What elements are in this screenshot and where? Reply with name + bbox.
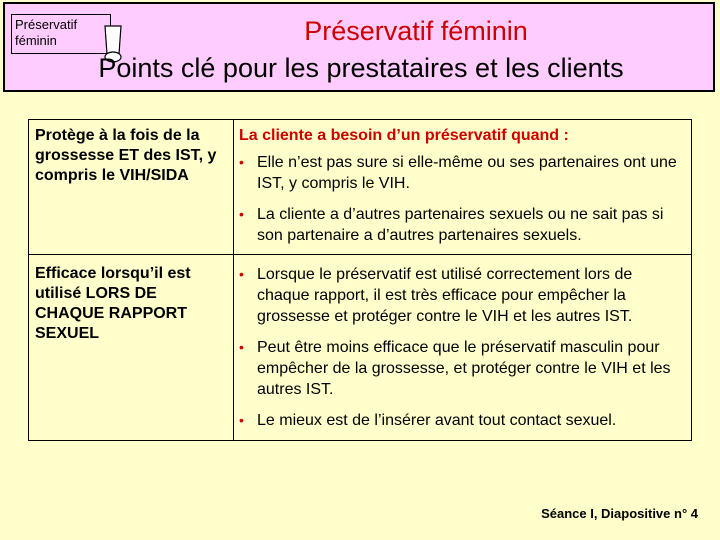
list-item [239,152,685,194]
list-item [239,337,685,400]
list-item [239,264,685,327]
topic-tag-line1: Préservatif [15,17,78,32]
row-divider [29,254,691,255]
list-item [239,204,685,246]
list-item-text: Lorsque le préservatif est utilisé correctement lors de chaque rapport, il est très efficace pour empêcher la grossesse et protéger contre le VIH et les autres IST. [257,266,633,325]
page-subtitle: Points clé pour les prestataires et les clients [98,53,624,83]
list-item-text: Elle n’est pas sure si elle-même ou ses partenaires ont une IST, y compris le VIH. [257,154,677,192]
list-item-text: Peut être moins efficace que le préservatif masculin pour empêcher de la grossesse, et protéger contre le VIH et les autres IST. [257,339,671,398]
list-item-text: Le mieux est de l’insérer avant tout contact sexuel. [257,412,617,429]
column-divider [233,120,234,440]
bullet-dot: • [239,339,244,355]
row1-heading: La cliente a besoin d’un préservatif quand : [239,127,569,144]
slide-header [3,2,715,92]
list-item-text: La cliente a d’autres partenaires sexuels ou ne sait pas si son partenaire a d’autres partenaires sexuels. [257,206,664,244]
bullet-dot: • [239,154,244,170]
topic-tag-line2: féminin [15,33,57,48]
bullet-dot: • [239,266,244,282]
page-title: Préservatif féminin [304,16,528,46]
list-item [239,410,685,431]
row1-right-cell [239,126,685,246]
bullet-dot: • [239,412,244,428]
bullet-dot: • [239,206,244,222]
row2-left-cell: Efficace lorsqu’il est utilisé LORS DE CHAQUE RAPPORT SEXUEL [35,265,191,342]
row2-right-cell [239,264,685,431]
slide-number: Séance I, Diapositive n° 4 [541,506,698,521]
row1-left-cell: Protège à la fois de la grossesse ET des IST, y compris le VIH/SIDA [35,127,217,184]
key-points-table [28,119,692,441]
